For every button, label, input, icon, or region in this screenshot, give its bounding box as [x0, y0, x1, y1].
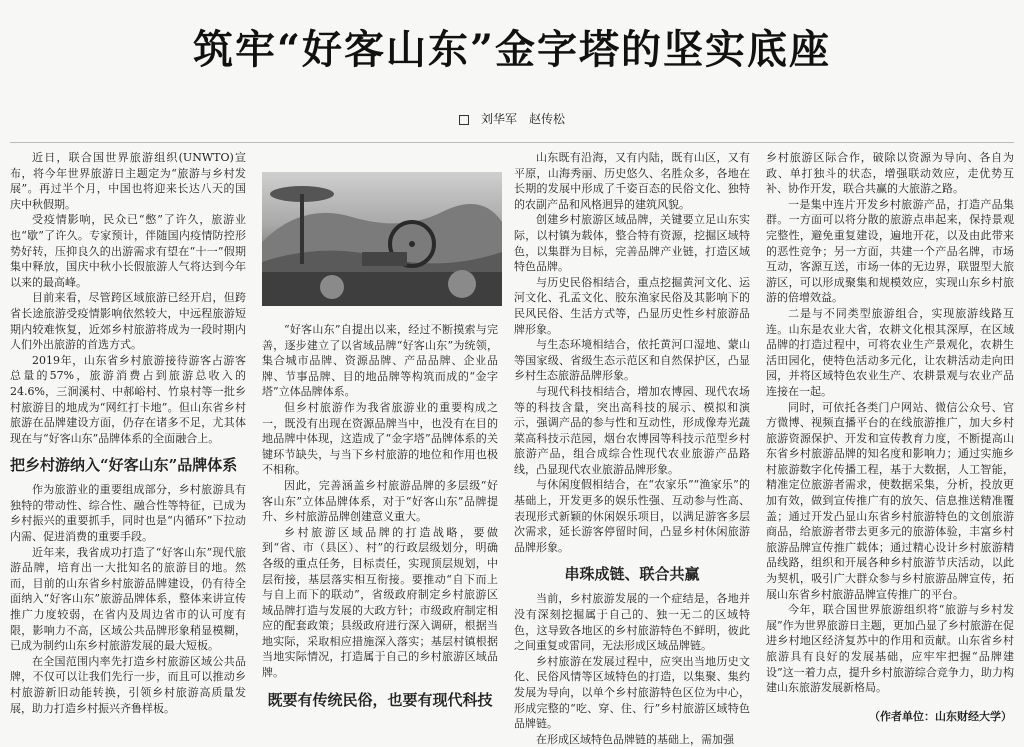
photo-illustration: [262, 172, 502, 306]
paragraph: 今年，联合国世界旅游组织将“旅游与乡村发展”作为世界旅游日主题，更加凸显了乡村旅游在促进乡村地区经济复苏中的作用和贡献。山东省乡村旅游具有良好的发展基础，应牢牢把握“品牌建设”这一着力点，提升乡村旅游综合竞争力，助力构建山东旅游发展新格局。: [766, 603, 1014, 695]
column-1: [10, 150, 246, 728]
paragraph: 但乡村旅游作为我省旅游业的重要构成之一，既没有出现在资源品牌当中，也没有在目的地品牌中体现，这造成了“金字塔”品牌体系的关键环节缺失，与当下乡村旅游的地位和作用也极不相称。: [262, 400, 498, 477]
square-bullet-icon: [459, 115, 469, 125]
paragraph: 因此，完善涵盖乡村旅游品牌的多层级“好客山东”立体品牌体系，对于“好客山东”品牌提升、乡村旅游品牌创建意义重大。: [262, 478, 498, 524]
paragraph: 二是与不同类型旅游组合，实现旅游线路互连。山东是农业大省，农耕文化根其深厚，在区域品牌的打造过程中，可将农业生产景观化，农耕生活田园化，使特色活动多元化，让农耕活动走向田园，并将区域特色农业生产、农耕景观与农业产品连接在一起。: [766, 306, 1014, 398]
section-heading: 串珠成链、联合共赢: [564, 565, 700, 584]
byline: [0, 110, 1024, 127]
column-2: [262, 322, 498, 722]
paragraph: 当前，乡村旅游发展的一个症结是，各地并没有深刻挖掘属于自己的、独一无二的区域特色，这导致各地区的乡村旅游特色不鲜明，彼此之间重复或雷同，无法形成区域品牌链。: [514, 592, 750, 653]
paragraph: 山东既有沿海，又有内陆，既有山区，又有平原，山海秀丽、历史悠久、名胜众多，各地在长期的发展中形成了千姿百态的民俗文化、独特的农副产品和风格迥异的建筑风貌。: [514, 151, 750, 211]
paragraph: 近年来，我省成功打造了“好客山东”现代旅游品牌，培育出一大批知名的旅游目的地。然而，目前的山东省乡村旅游品牌建设，仍有待全面纳入“好客山东”旅游品牌体系，整体来讲宣传推广力度较弱，在省内及周边省市的认可度有限，影响力不高，区域公共品牌形象稍显模糊，已成为制约山东乡村旅游发展的最大短板。: [10, 545, 246, 653]
paragraph: 创建乡村旅游区域品牌，关键要立足山东实际，以村镇为载体，整合特有资源，挖掘区域特色，以集群为目标，完善品牌产业链，打造区域特色品牌。: [514, 213, 750, 274]
paragraph: 乡村旅游在发展过程中，应突出当地历史文化、民俗风情等区域特色的打造，以集聚、集约发展为导向，以单个乡村旅游特色区位为中心，形成完整的“吃、穿、住、行”乡村旅游区域特色品牌链。: [514, 654, 750, 731]
paragraph: 乡村旅游区际合作，破除以资源为导向、各自为政、单打独斗的状态，增强联动效应，走优势互补、协作开发，联合共赢的大旅游之路。: [766, 151, 1014, 196]
paragraph: 与生态环境相结合，依托黄河口湿地、蒙山等国家级、省级生态示范区和自然保护区，凸显乡村生态旅游品牌形象。: [514, 338, 750, 383]
paragraph: 2019年，山东省乡村旅游接待游客占游客总量的57%，旅游消费占到旅游总收入的24.6%，三涧溪村、中郝峪村、竹泉村等一批乡村旅游目的地成为“网红打卡地”。但山东省乡村旅游在品牌建设方面，仍存在诸多不足，尤其体现在与“好客山东”品牌体系的全面融合上。: [10, 353, 246, 445]
paragraph: 一是集中连片开发乡村旅游产品，打造产品集群。一方面可以将分散的旅游点串起来，保持景观完整性，避免重复建设，遍地开花，以及由此带来的恶性竞争；另一方面，共建一个产品名牌，市场互动，客源互送，市场一体的无边界，联盟型大旅游区，可以形成聚集和规模效应，实现山东乡村旅游的倍增效益。: [766, 197, 1014, 305]
paragraph: 在全国范围内率先打造乡村旅游区域公共品牌，不仅可以让我们先行一步，而且可以推动乡村旅游新旧动能转换，引领乡村旅游高质量发展，助力打造乡村振兴齐鲁样板。: [10, 654, 246, 715]
paragraph: 受疫情影响，民众已“憋”了许久，旅游业也“歇”了许久。专家预计，伴随国内疫情防控形势好转，压抑良久的出游需求有望在“十一”假期集中释放，国庆中秋小长假旅游人气将达到今年以来的最高峰。: [10, 213, 246, 289]
paragraph: 与历史民俗相结合，重点挖掘黄河文化、运河文化、孔孟文化、胶东渔家民俗及其影响下的民风民俗、生活方式等，凸显历史性乡村旅游品牌形象。: [514, 275, 750, 336]
rural-scene-photo: [262, 172, 502, 306]
section-heading: 既要有传统民俗，也要有现代科技: [267, 690, 493, 709]
paragraph: 目前来看，尽管跨区域旅游已经开启，但跨省长途旅游受疫情影响依然较大，中远程旅游短期内较难恢复，近郊乡村旅游将成为一段时期内人们外出旅游的首选方式。: [10, 291, 246, 352]
authors: 刘华军 赵传松: [480, 112, 565, 126]
header-divider: [10, 142, 1014, 143]
column-3: [514, 150, 750, 746]
paragraph: “好客山东”自提出以来，经过不断摸索与完善，逐步建立了以省域品牌“好客山东”为统领，集合城市品牌、资源品牌、产品品牌、企业品牌、节事品牌、目的地品牌等构筑而成的“金字塔”立体品牌体系。: [262, 323, 498, 399]
column-4: [766, 150, 1014, 720]
author-affiliation: （作者单位：山东财经大学）: [869, 710, 1012, 723]
paragraph: 与休闲度假相结合，在“农家乐”“渔家乐”的基础上，开发更多的娱乐性强、互动参与性高、表现形式新颖的休闲娱乐项目，以满足游客多层次需求，延长游客停留时间，凸显乡村休闲旅游品牌形象。: [514, 478, 750, 554]
paragraph: 在形成区域特色品牌链的基础上，需加强: [536, 732, 734, 746]
paragraph: 同时，可依托各类门户网站、微信公众号、官方微博、视频直播平台的在线旅游推广，加大乡村旅游资源保护、开发和宣传教育力度，不断提高山东省乡村旅游品牌的知名度和影响力；通过实施乡村旅游数字化传播工程，基于大数据，人工智能，精准定位旅游者需求，使数据采集，分析，投放更加有效，做到宣传推广有的放矢、信息推送精准覆盖；通过开发凸显山东省乡村旅游特色的文创旅游商品，给旅游者带去更多元的旅游体验，丰富乡村旅游品牌宣传推广载体；通过精心设计乡村旅游精品线路，组织和开展各种乡村旅游节庆活动，以此为契机，吸引广大群众参与乡村旅游品牌宣传，拓展山东省乡村旅游品牌宣传推广的平台。: [766, 400, 1014, 601]
article-title: 筑牢“好客山东”金字塔的坚实底座: [192, 26, 831, 73]
paragraph: 与现代科技相结合，增加农博园、现代农场等的科技含量，突出高科技的展示、模拟和演示，强调产品的参与性和互动性，形成像寿光蔬菜高科技示范园，烟台农博园等科技示范型乡村旅游产品，组合成综合性现代农业旅游产品路线，凸显现代农业旅游品牌形象。: [514, 384, 750, 476]
paragraph: 近日，联合国世界旅游组织(UNWTO)宣布，将今年世界旅游日主题定为“旅游与乡村发展”。再过半个月，中国也将迎来长达八天的国庆中秋假期。: [10, 151, 246, 211]
paragraph: 作为旅游业的重要组成部分，乡村旅游具有独特的带动性、综合性、融合性等特征，已成为乡村振兴的重要抓手，同时也是“内循环”下拉动内需、促进消费的重要手段。: [10, 483, 246, 544]
paragraph: 乡村旅游区域品牌的打造战略，要做到“省、市（县区）、村”的行政层级划分，明确各级的重点任务，目标责任，实现顶层规划，中层衔接，基层落实相互衔接。要推动“自下而上与自上而下的联动”，省级政府制定乡村旅游区域品牌打造与发展的大政方针；市级政府制定相应的配套政策；县级政府进行深入调研，根据当地实际，采取相应措施深入落实；基层村镇根据当地实际情况，打造属于自己的乡村旅游区域品牌。: [262, 525, 498, 680]
section-heading: 把乡村游纳入“好客山东”品牌体系: [10, 456, 238, 475]
